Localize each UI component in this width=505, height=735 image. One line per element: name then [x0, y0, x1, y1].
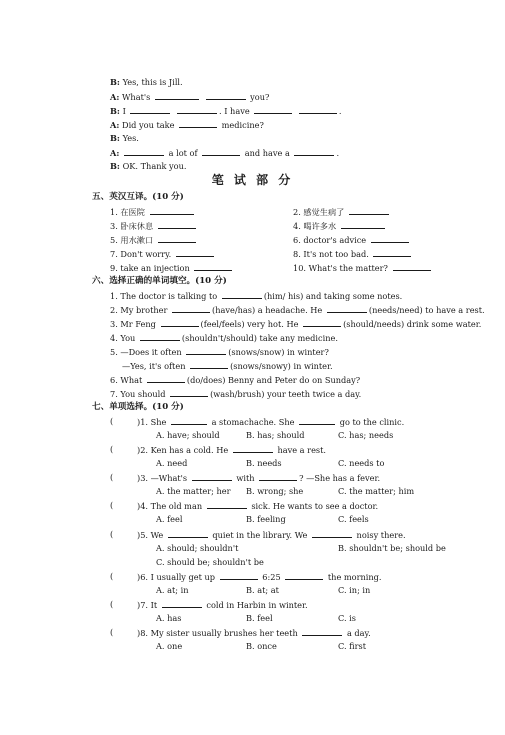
option-b[interactable]: B. at; at: [246, 585, 279, 595]
answer-paren[interactable]: (: [110, 571, 114, 581]
dialogue-text: you?: [250, 92, 270, 102]
dialogue-text: .: [338, 106, 342, 116]
speaker-label: A: [110, 148, 117, 158]
speaker-label: A: [110, 120, 117, 130]
answer-blank[interactable]: [202, 147, 240, 156]
answer-blank[interactable]: [130, 105, 170, 114]
option-c[interactable]: C. in; in: [338, 585, 371, 595]
answer-blank[interactable]: [302, 627, 342, 636]
mc-question-8: )8. My sister usually brushes her teeth a day.: [137, 628, 371, 638]
answer-blank[interactable]: [124, 147, 164, 156]
answer-blank[interactable]: [254, 105, 292, 114]
option-c[interactable]: C. should be; shouldn't be: [156, 557, 264, 567]
answer-blank[interactable]: [299, 105, 337, 114]
option-a[interactable]: A. feel: [156, 514, 183, 524]
answer-blank[interactable]: [168, 529, 208, 538]
speaker-label: B: [110, 77, 117, 87]
option-c[interactable]: C. the matter; him: [338, 486, 415, 496]
dialogue-line-6: A: a lot of and have a .: [110, 148, 340, 158]
option-b[interactable]: B. once: [246, 641, 277, 651]
option-c[interactable]: C. first: [338, 641, 367, 651]
fill-item-6: 6. What (do/does) Benny and Peter do on Sunday?: [110, 375, 361, 385]
mc-question-6: )6. I usually get up 6:25 the morning.: [137, 572, 382, 582]
option-b[interactable]: B. feeling: [246, 514, 286, 524]
answer-blank[interactable]: [190, 360, 228, 369]
dialogue-line-3: B: I . I have .: [110, 106, 342, 116]
answer-blank[interactable]: [312, 529, 352, 538]
translation-item: 4. 喝许多水: [293, 220, 387, 232]
answer-blank[interactable]: [177, 105, 217, 114]
translation-item: 7. Don't worry.: [110, 248, 216, 260]
answer-paren[interactable]: (: [110, 599, 114, 609]
option-b[interactable]: B. wrong; she: [246, 486, 304, 496]
option-a[interactable]: A. at; in: [156, 585, 189, 595]
dialogue-line-4: A: Did you take medicine?: [110, 120, 264, 130]
dialogue-text: .: [336, 148, 340, 158]
option-b[interactable]: B. has; should: [246, 430, 305, 440]
dialogue-text: . I have: [219, 106, 250, 116]
answer-blank[interactable]: [341, 220, 385, 229]
answer-paren[interactable]: (: [110, 444, 114, 454]
dialogue-line-7: B: OK. Thank you.: [110, 161, 187, 171]
answer-blank[interactable]: [299, 416, 335, 425]
answer-blank[interactable]: [206, 91, 246, 100]
translation-item: 8. It's not too bad.: [293, 248, 413, 260]
answer-blank[interactable]: [327, 304, 367, 313]
translation-item: 2. 感觉生病了: [293, 206, 391, 218]
dialogue-text: a lot of: [168, 148, 198, 158]
answer-blank[interactable]: [233, 444, 273, 453]
mc-question-5: )5. We quiet in the library. We noisy there.: [137, 530, 406, 540]
dialogue-line-1: B: Yes, this is Jill.: [110, 77, 183, 87]
section-6-heading: 六、选择正确的单词填空。(10 分): [92, 276, 227, 286]
answer-paren[interactable]: (: [110, 529, 114, 539]
translation-item: 6. doctor's advice: [293, 234, 411, 246]
answer-blank[interactable]: [222, 290, 262, 299]
answer-blank[interactable]: [158, 220, 196, 229]
answer-blank[interactable]: [303, 318, 341, 327]
option-a[interactable]: A. have; should: [156, 430, 220, 440]
answer-blank[interactable]: [155, 91, 199, 100]
fill-item-3: 3. Mr Feng (feel/feels) very hot. He (should/needs) drink some water.: [110, 319, 482, 329]
option-a[interactable]: A. should; shouldn't: [156, 543, 239, 553]
fill-item-1: 1. The doctor is talking to (him/ his) and taking some notes.: [110, 291, 403, 301]
answer-blank[interactable]: [371, 234, 409, 243]
answer-paren[interactable]: (: [110, 472, 114, 482]
answer-blank[interactable]: [179, 119, 217, 128]
option-c[interactable]: C. needs to: [338, 458, 385, 468]
option-c[interactable]: C. feels: [338, 514, 369, 524]
answer-paren[interactable]: (: [110, 416, 114, 426]
fill-item-5-reply: —Yes, it's often (snows/snowy) in winter.: [122, 361, 333, 371]
answer-blank[interactable]: [207, 500, 247, 509]
option-a[interactable]: A. has: [156, 613, 182, 623]
fill-item-5: 5. —Does it often (snows/snow) in winter?: [110, 347, 329, 357]
dialogue-text: Yes.: [122, 133, 139, 143]
answer-blank[interactable]: [194, 262, 232, 271]
option-b[interactable]: B. feel: [246, 613, 273, 623]
answer-blank[interactable]: [373, 248, 411, 257]
dialogue-text: and have a: [244, 148, 290, 158]
answer-blank[interactable]: [150, 206, 194, 215]
answer-blank[interactable]: [186, 346, 226, 355]
dialogue-text: I: [122, 106, 126, 116]
translation-item: 1. 在医院: [110, 206, 196, 218]
answer-blank[interactable]: [192, 472, 232, 481]
answer-blank[interactable]: [162, 599, 202, 608]
answer-blank[interactable]: [158, 234, 196, 243]
speaker-label: B: [110, 106, 117, 116]
section-7-heading: 七、单项选择。(10 分): [92, 402, 184, 412]
dialogue-text: medicine?: [221, 120, 264, 130]
answer-blank[interactable]: [171, 416, 207, 425]
translation-item: 5. 用水漱口: [110, 234, 198, 246]
answer-blank[interactable]: [140, 332, 180, 341]
option-b[interactable]: B. shouldn't be; should be: [338, 543, 446, 553]
dialogue-line-5: B: Yes.: [110, 133, 139, 143]
mc-question-4: )4. The old man sick. He wants to see a doctor.: [137, 501, 379, 511]
dialogue-text: Yes, this is Jill.: [122, 77, 183, 87]
section-title: 笔 试 部 分: [211, 173, 294, 187]
translation-item: 9. take an injection: [110, 262, 234, 274]
speaker-label: A: [110, 92, 117, 102]
option-a[interactable]: A. the matter; her: [156, 486, 231, 496]
mc-question-1: )1. She a stomachache. She go to the clinic.: [137, 417, 405, 427]
answer-blank[interactable]: [161, 318, 199, 327]
option-c[interactable]: C. is: [338, 613, 356, 623]
section-5-heading: 五、英汉互译。(10 分): [92, 192, 184, 202]
speaker-label: B: [110, 133, 117, 143]
answer-blank[interactable]: [393, 262, 431, 271]
answer-blank[interactable]: [349, 206, 389, 215]
mc-question-3: )3. —What's with ? —She has a fever.: [137, 473, 381, 483]
option-a[interactable]: A. one: [156, 641, 183, 651]
translation-item: 3. 卧床休息: [110, 220, 198, 232]
answer-blank[interactable]: [285, 571, 323, 580]
answer-blank[interactable]: [172, 304, 210, 313]
option-a[interactable]: A. need: [156, 458, 188, 468]
option-c[interactable]: C. has; needs: [338, 430, 394, 440]
answer-blank[interactable]: [259, 472, 297, 481]
answer-paren[interactable]: (: [110, 500, 114, 510]
fill-item-2: 2. My brother (have/has) a headache. He (needs/need) to have a rest.: [110, 305, 485, 315]
dialogue-text: Did you take: [122, 120, 175, 130]
answer-blank[interactable]: [220, 571, 258, 580]
speaker-label: B: [110, 161, 117, 171]
dialogue-text: What's: [122, 92, 151, 102]
mc-question-2: )2. Ken has a cold. He have a rest.: [137, 445, 327, 455]
dialogue-line-2: A: What's you?: [110, 92, 270, 102]
fill-item-7: 7. You should (wash/brush) your teeth twice a day.: [110, 389, 362, 399]
answer-blank[interactable]: [294, 147, 334, 156]
mc-question-7: )7. It cold in Harbin in winter.: [137, 600, 308, 610]
answer-blank[interactable]: [176, 248, 214, 257]
option-b[interactable]: B. needs: [246, 458, 282, 468]
translation-item: 10. What's the matter?: [293, 262, 433, 274]
answer-paren[interactable]: (: [110, 627, 114, 637]
answer-blank[interactable]: [147, 374, 185, 383]
dialogue-text: OK. Thank you.: [122, 161, 187, 171]
fill-item-4: 4. You (shouldn't/should) take any medicine.: [110, 333, 338, 343]
answer-blank[interactable]: [170, 388, 208, 397]
